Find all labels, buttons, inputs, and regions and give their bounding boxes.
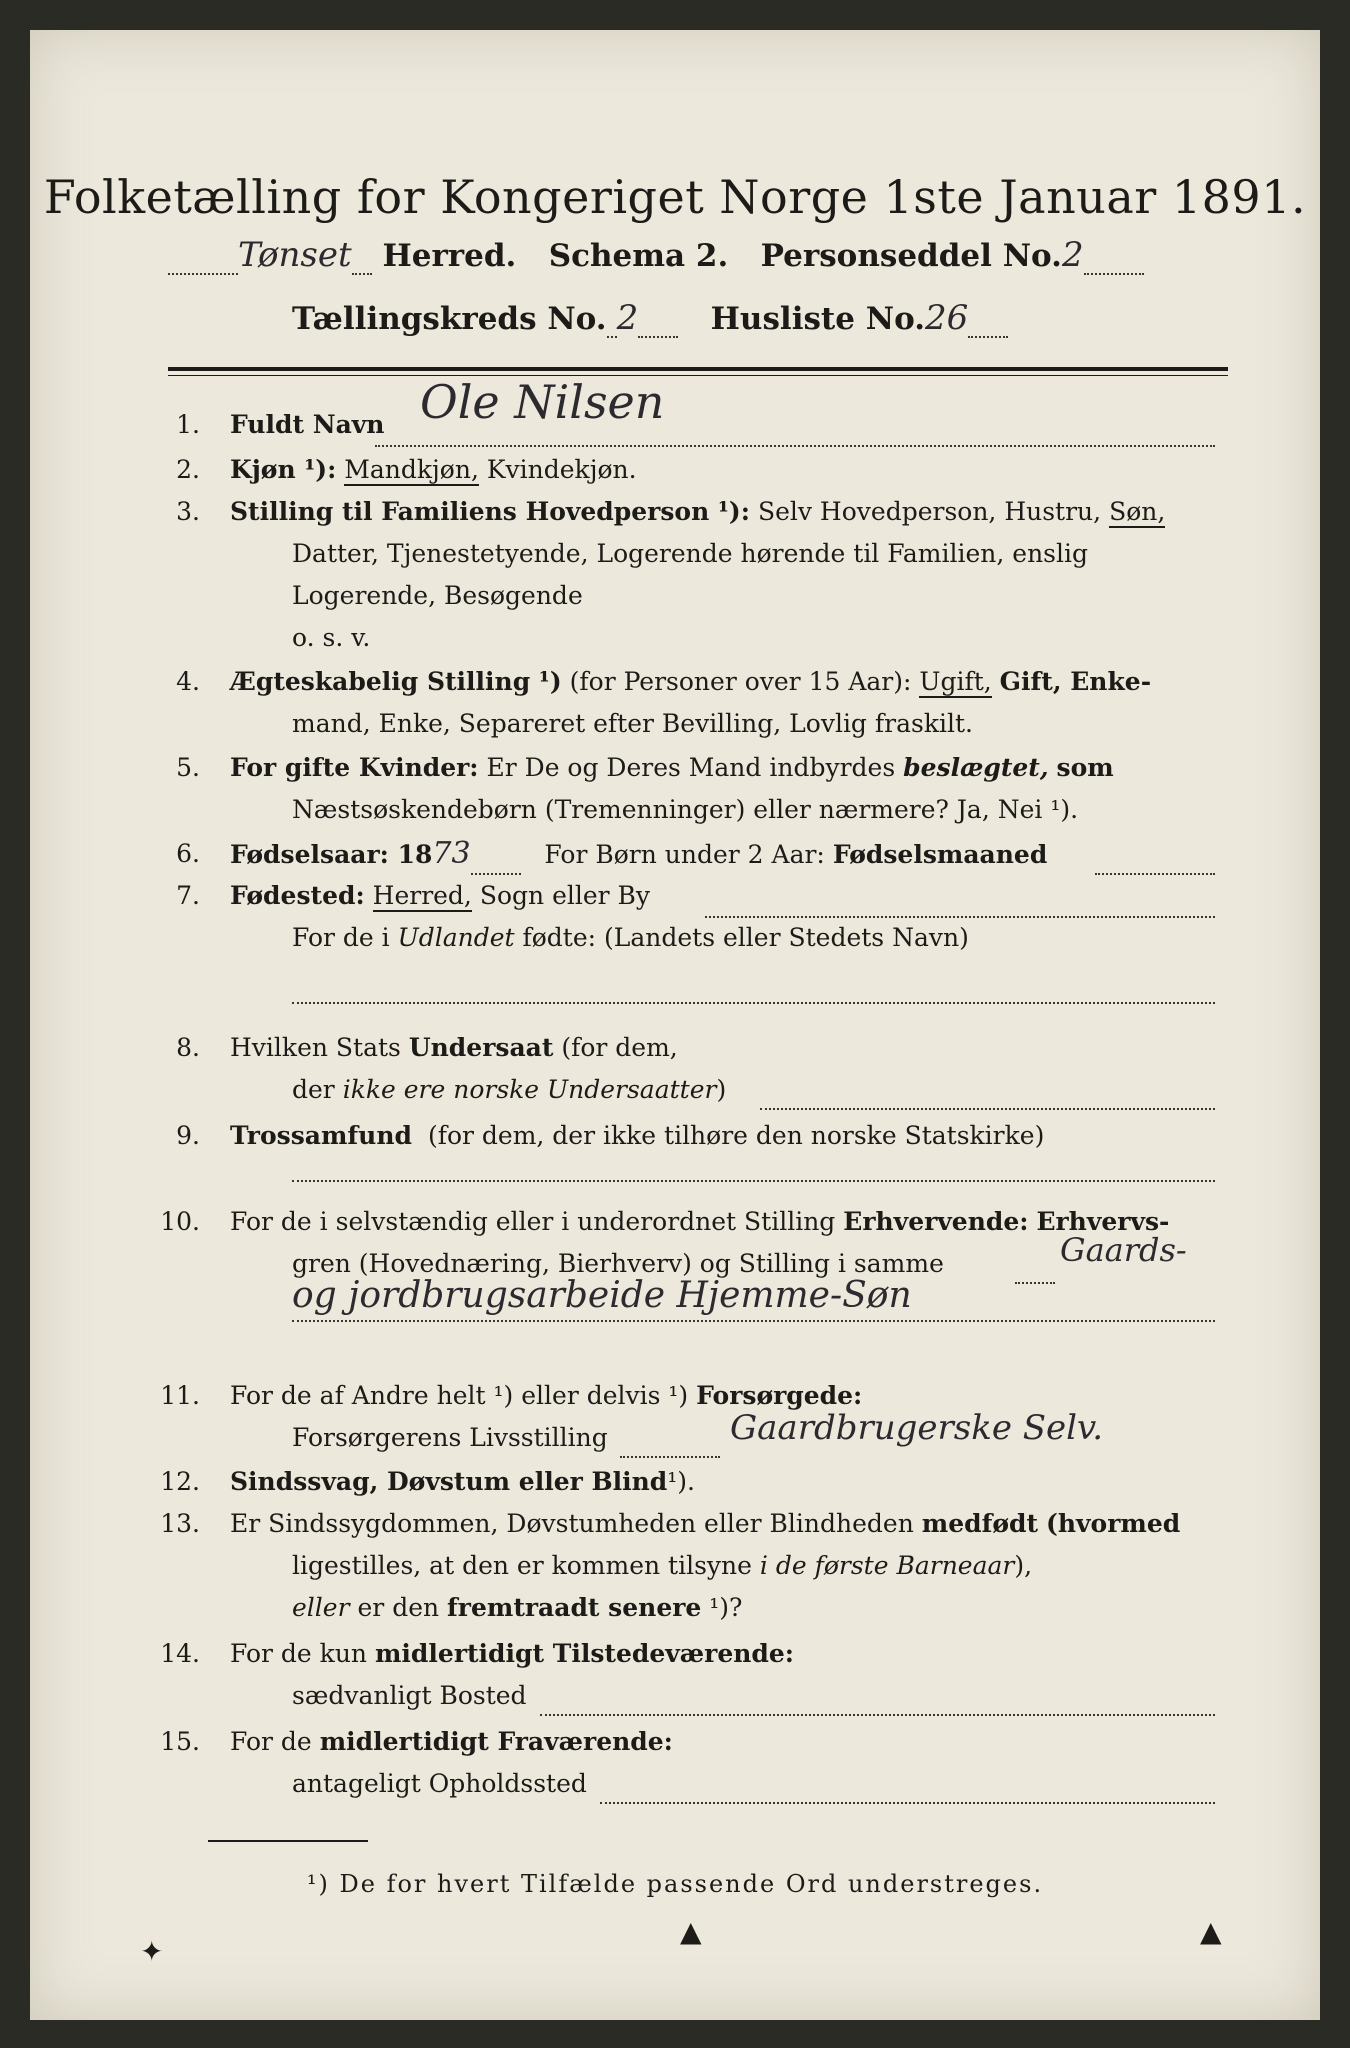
header-line-herred — [168, 235, 1218, 295]
herred-label: Herred. — [382, 238, 517, 274]
q15-line1 — [230, 1722, 673, 1762]
q15-line2: antageligt Opholdssted — [292, 1769, 587, 1798]
q13-line3a: er den — [357, 1593, 440, 1622]
q6-fill-line — [1095, 873, 1215, 875]
q4-number: 4. — [176, 667, 200, 696]
q7-line2b: fødte: (Landets eller Stedets Navn) — [522, 923, 969, 952]
q6-line — [230, 834, 1047, 875]
herred-value: Tønset — [238, 235, 352, 275]
q7-option-herred-selected: Herred, — [372, 881, 472, 910]
q13-line3b: ¹)? — [709, 1593, 743, 1622]
q11-answer: Gaardbrugerske Selv. — [730, 1408, 1104, 1448]
q10-answer-part2: og jordbrugsarbeide Hjemme-Søn — [292, 1275, 912, 1316]
q5-end: som — [1056, 753, 1114, 782]
q14-line1-bold: midlertidigt Tilstedeværende: — [374, 1639, 795, 1668]
q6-rest-bold: Fødselsmaaned — [832, 840, 1048, 869]
q7-fill-line-2 — [292, 1002, 1215, 1004]
q5-label: For gifte Kvinder: — [230, 753, 479, 782]
q8-line2b: ) — [716, 1075, 727, 1104]
q10-line1b: Erhvervs- — [1036, 1207, 1170, 1236]
q7-rest: Sogn eller By — [479, 881, 651, 910]
footnote-divider — [208, 1840, 368, 1842]
q14-number: 14. — [160, 1639, 200, 1668]
q14-line2: sædvanligt Bosted — [292, 1681, 527, 1710]
q11-number: 11. — [160, 1381, 200, 1410]
q15-line1-bold: midlertidigt Fraværende: — [319, 1727, 673, 1756]
q1-number: 1. — [176, 410, 200, 439]
q1-answer-name: Ole Nilsen — [420, 375, 665, 429]
q11-line1-bold: Forsørgede: — [696, 1381, 863, 1410]
q2-line — [230, 450, 637, 490]
q5-italic: beslægtet, — [903, 753, 1049, 782]
q4-line1 — [230, 662, 1151, 702]
q5-line1 — [230, 748, 1114, 788]
q12-number: 12. — [160, 1467, 200, 1496]
q12-tail: ¹). — [667, 1467, 696, 1496]
schema-label: Schema 2. — [548, 238, 729, 274]
q8-fill-line — [760, 1108, 1215, 1110]
q8-line1a: Hvilken Stats — [230, 1033, 401, 1062]
q8-number: 8. — [176, 1033, 200, 1062]
q13-number: 13. — [160, 1509, 200, 1538]
q15-fill-line — [600, 1802, 1215, 1804]
q13-line2a: ligestilles, at den er kommen tilsyne — [292, 1551, 752, 1580]
q5-text: Er De og Deres Mand indbyrdes — [486, 753, 896, 782]
husliste-label: Husliste No. — [710, 301, 926, 337]
footnote: ¹) De for hvert Tilfælde passende Ord understreges. — [306, 1870, 1044, 1898]
taellingskreds-value: 2 — [616, 298, 639, 338]
q4-line2: mand, Enke, Separeret efter Bevilling, Lovlig fraskilt. — [292, 709, 973, 738]
q10-fill-line-2 — [292, 1320, 1215, 1322]
q10-answer-part1: Gaards- — [1060, 1231, 1187, 1269]
q2-option-kvindekjon: Kvindekjøn. — [486, 455, 637, 484]
q13-line1b: (hvormed — [1046, 1509, 1181, 1538]
q4-label: Ægteskabelig Stilling ¹) — [230, 667, 562, 696]
q8-line1 — [230, 1028, 678, 1068]
q2-label: Kjøn ¹): — [230, 455, 337, 484]
q14-line1a: For de kun — [230, 1639, 368, 1668]
form-title: Folketælling for Kongeriget Norge 1ste Januar 1891. — [43, 170, 1307, 224]
q13-line3-bold: fremtraadt senere — [447, 1593, 702, 1622]
q5-line2: Næstsøskendebørn (Tremenninger) eller nærmere? Ja, Nei ¹). — [292, 795, 1079, 824]
q13-line3-italic: eller — [292, 1593, 350, 1622]
q3-options: Selv Hovedperson, Hustru, — [757, 497, 1102, 526]
q11-line1a: For de af Andre helt ¹) eller delvis ¹) — [230, 1381, 689, 1410]
q12-line — [230, 1462, 695, 1502]
q8-line1-bold: Undersaat — [408, 1033, 554, 1062]
q1-label: Fuldt Navn — [230, 410, 385, 439]
q11-line2: Forsørgerens Livsstilling — [292, 1423, 608, 1452]
q9-fill-line — [292, 1180, 1215, 1182]
q3-line2: Datter, Tjenestetyende, Logerende hørende til Familien, enslig — [292, 539, 1089, 568]
census-form-sheet — [30, 30, 1320, 2020]
q7-line2 — [292, 918, 969, 958]
q14-fill-line — [540, 1714, 1215, 1716]
taellingskreds-label: Tællingskreds No. — [292, 301, 607, 337]
q2-option-mandkjon-selected: Mandkjøn, — [344, 455, 479, 484]
q9-label: Trossamfund — [230, 1121, 413, 1150]
q8-line1b: (for dem, — [561, 1033, 678, 1062]
q2-number: 2. — [176, 455, 200, 484]
q15-line1a: For de — [230, 1727, 312, 1756]
q11-fill-line — [620, 1456, 720, 1458]
q4-paren: (for Personer over 15 Aar): — [569, 667, 912, 696]
center-mark-icon: ▲ — [680, 1915, 702, 1948]
q3-line4: o. s. v. — [292, 623, 371, 652]
q4-option-ugift-selected: Ugift, — [919, 667, 992, 696]
q8-line2-italic: ikke ere norske Undersaatter — [342, 1075, 717, 1104]
q15-number: 15. — [160, 1727, 200, 1756]
header-divider — [168, 367, 1228, 371]
q10-line1-bold: Erhvervende: — [843, 1207, 1029, 1236]
q9-line1 — [230, 1116, 1230, 1156]
q7-line2a: For de i — [292, 923, 390, 952]
header-line-kreds — [292, 298, 1152, 348]
header-divider-thin — [168, 375, 1228, 376]
q10-line1a: For de i selvstændig eller i underordnet Stilling — [230, 1207, 836, 1236]
q4-options: Gift, Enke- — [999, 667, 1152, 696]
corner-mark-left-icon: ✦ — [140, 1935, 164, 1968]
q6-rest: For Børn under 2 Aar: — [544, 840, 825, 869]
q13-line2 — [292, 1546, 1032, 1586]
q8-line2a: der — [292, 1075, 335, 1104]
q10-fill-line — [1015, 1282, 1055, 1284]
q13-line1 — [230, 1504, 1230, 1544]
q14-line1 — [230, 1634, 794, 1674]
q5-number: 5. — [176, 753, 200, 782]
q12-label: Sindssvag, Døvstum eller Blind — [230, 1467, 668, 1496]
q13-line2b: ), — [1014, 1551, 1033, 1580]
q7-line1 — [230, 876, 650, 916]
q3-number: 3. — [176, 497, 200, 526]
q6-label: Fødselsaar: 18 — [230, 840, 433, 869]
q6-number: 6. — [176, 839, 200, 868]
q6-answer-year: 73 — [432, 836, 471, 871]
q1-fill-line — [375, 445, 1215, 447]
personseddel-value: 2 — [1061, 235, 1084, 275]
q13-line1a: Er Sindssygdommen, Døvstumheden eller Blindheden — [230, 1509, 914, 1538]
q9-rest: (for dem, der ikke tilhøre den norske Statskirke) — [427, 1121, 1045, 1150]
q7-number: 7. — [176, 881, 200, 910]
q9-number: 9. — [176, 1121, 200, 1150]
q13-line3 — [292, 1588, 742, 1628]
personseddel-label: Personseddel No. — [760, 238, 1062, 274]
husliste-value: 26 — [925, 298, 969, 338]
q3-option-son-selected: Søn, — [1109, 497, 1166, 526]
q7-label: Fødested: — [230, 881, 365, 910]
q10-number: 10. — [160, 1207, 200, 1236]
q13-line2-italic: i de første Barneaar — [759, 1551, 1015, 1580]
corner-mark-right-icon: ▲ — [1200, 1915, 1222, 1948]
q10-line2: gren (Hovednæring, Bierhverv) og Stilling i samme — [292, 1249, 944, 1278]
q3-line3: Logerende, Besøgende — [292, 581, 583, 610]
q7-line2-italic: Udlandet — [397, 923, 515, 952]
q13-line1-bold: medfødt — [921, 1509, 1039, 1538]
q3-line1 — [230, 492, 1230, 532]
q8-line2 — [292, 1070, 726, 1110]
q3-label: Stilling til Familiens Hovedperson ¹): — [230, 497, 750, 526]
